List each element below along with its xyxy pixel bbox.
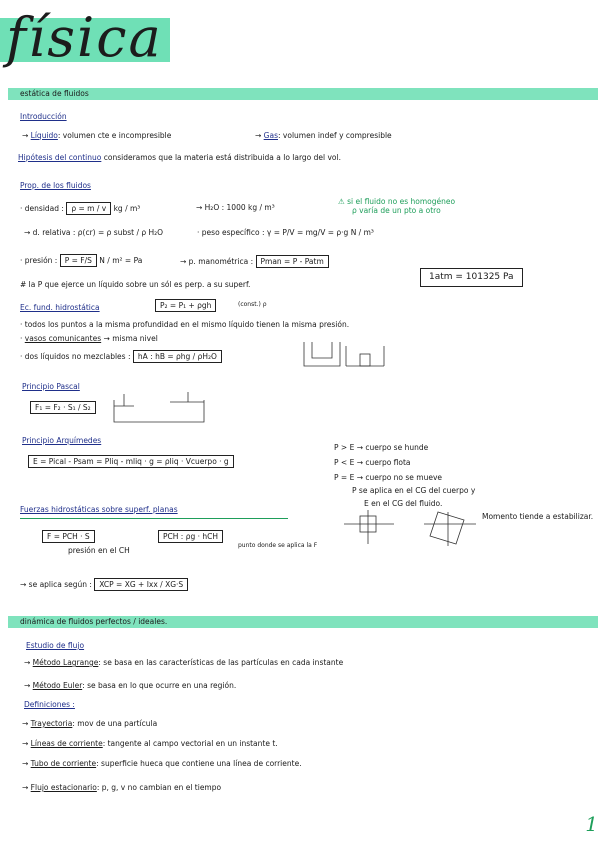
warn-block [338,197,455,216]
intro-gas: → Gas: volumen indef y compresible [255,131,392,140]
peso-label: peso específico : [201,228,265,237]
fuerzas-momento: Momento tiende a estabilizar. [482,512,594,521]
presion-label: presión : [24,256,58,265]
hidro-line1-text: todos los puntos a la misma profundidad en el mismo líquido tienen la misma presión. [24,320,350,329]
peso-unit: N / m³ [350,228,374,237]
tubo-label: Tubo de corriente [30,759,97,768]
hidro-heading: Ec. fund. hidrostática [20,303,100,312]
gas-text: : volumen indef y compresible [278,131,392,140]
presion-row: · presión : P = F/S N / m² = Pa [20,254,142,267]
densidad-unit: kg / m³ [113,204,141,213]
hidro-line1: · todos los puntos a la misma profundidad en el mismo líquido tienen la misma presión. [20,320,350,329]
h2o-row: → H₂O : 1000 kg / m³ [196,203,275,212]
warning-icon: ⚠ [338,197,345,206]
fuerzas-formula2: PCH : ρg · hCH [158,530,223,543]
h2o-label: H₂O : [204,203,225,212]
arq-heading: Principio Arquímedes [22,436,102,445]
fuerzas-heading: Fuerzas hidrostáticas sobre superf. planas [20,505,178,514]
mano-formula: Pman = P - Patm [256,255,329,268]
warn-line2: ρ varía de un pto a otro [352,206,441,216]
lagrange-row: → Método Lagrange: se basa en las características de las partículas en cada instante [24,658,344,667]
arq-cond-3: P = E → cuerpo no se mueve [334,473,443,482]
tubo-row: → Tubo de corriente: superficie hueca que contiene una línea de corriente. [22,759,302,768]
stability-diagram [340,508,480,548]
pascal-formula: F₁ = F₂ · S₁ / S₂ [30,401,96,414]
lineas-row: → Líneas de corriente: tangente al campo vectorial en un instante t. [22,739,278,748]
peso-row: · peso específico : γ = P/V = mg/V = ρ·g N / m³ [197,228,374,237]
arq-cond-5: E en el CG del fluido. [364,499,443,508]
densidad-label: densidad : [24,204,64,213]
presion-unit: N / m² = Pa [99,256,143,265]
tubo-text: : superficie hueca que contiene una línea de corriente. [96,759,302,768]
liquido-label: Líquido [30,131,58,140]
tray-row: → Trayectoria: mov de una partícula [22,719,158,728]
warn-line1: si el fluido no es homogéneo [347,197,456,206]
pascal-heading: Principio Pascal [22,382,80,391]
arq-formula: E = Pical - Psam = Pliq - mliq · g = ρliq · Vcuerpo · g [28,455,234,468]
lineas-text: : tangente al campo vectorial en un instante t. [102,739,278,748]
aplica-row: → se aplica según : XCP = XG + Ixx / XG·S [20,578,188,591]
liquido-text: : volumen cte e incompresible [57,131,172,140]
section-dinamica: dinámica de fluidos perfectos / ideales. [20,617,168,626]
fuerzas-note2: punto donde se aplica la F [238,542,318,549]
fuerzas-formula: F = PCH · S [42,530,95,543]
euler-text: : se basa en lo que ocurre en una región. [82,681,237,690]
mano-label: p. manométrica : [188,257,254,266]
hidro-line3-a: dos líquidos no mezclables : [24,352,131,361]
euler-row: → Método Euler: se basa en lo que ocurre en una región. [24,681,237,690]
atm-box: 1atm = 101325 Pa [420,268,523,287]
hidro-line2-a: vasos comunicantes [24,334,102,343]
hidro-line3: · dos líquidos no mezclables : hA : hB = ρhg / ρH₂O [20,350,222,363]
arq-cond-1: P > E → cuerpo se hunde [334,443,429,452]
densidad-row: · densidad : ρ = m / v kg / m³ [20,202,140,215]
h2o-value: 1000 kg / m³ [226,203,275,212]
fuerzas-underline [20,518,288,519]
prop-note: # la P que ejerce un líquido sobre un sól es perp. a su superf. [20,280,251,289]
flujo-est-text: : p, g, v no cambian en el tiempo [96,783,222,792]
densidad-formula: ρ = m / v [66,202,111,215]
page-title: física [6,6,163,69]
aplica-formula: XCP = XG + Ixx / XG·S [94,578,188,591]
relativa-label: d. relativa : [32,228,76,237]
prop-heading: Prop. de los fluidos [20,181,91,190]
peso-formula: γ = P/V = mg/V = ρ·g [266,228,349,237]
flujo-heading: Estudio de flujo [26,641,85,650]
intro-heading: Introducción [20,112,67,121]
hidro-formula: P₂ = P₁ + ρgh [155,299,216,312]
presion-formula: P = F/S [60,254,97,267]
flujo-row: → Flujo estacionario: p, g, v no cambian en el tiempo [22,783,222,792]
euler-label: Método Euler [32,681,83,690]
u-tube-diagram [300,340,390,372]
arq-cond-2: P < E → cuerpo flota [334,458,411,467]
hidro-tail: (const.) ρ [238,301,267,308]
gas-label: Gas [263,131,278,140]
relativa-row: → d. relativa : ρ(cr) = ρ subst / ρ H₂O [24,228,164,237]
intro-liquido: → Líquido: volumen cte e incompresible [22,131,172,140]
page-number: 1 [585,812,598,836]
hidro-line2-b: misma nivel [112,334,158,343]
hipotesis-text: consideramos que la materia está distribuida a lo largo del vol. [103,153,341,162]
lagrange-label: Método Lagrange [32,658,99,667]
relativa-formula: ρ(cr) = ρ subst / ρ H₂O [77,228,164,237]
fuerzas-note1: presión en el CH [68,546,130,555]
section-bar-estatica [8,88,598,100]
tray-label: Trayectoria [30,719,73,728]
aplica-label: se aplica según : [28,580,92,589]
hipotesis-label: Hipótesis del continuo [18,153,102,162]
tray-text: : mov de una partícula [72,719,158,728]
lineas-label: Líneas de corriente [30,739,103,748]
hidro-line3-formula: hA : hB = ρhg / ρH₂O [133,350,222,363]
lagrange-text: : se basa en las características de las partículas en cada instante [98,658,344,667]
pascal-diagram [110,392,210,426]
hipotesis [18,153,341,162]
arq-cond-4: P se aplica en el CG del cuerpo y [352,486,476,495]
hidro-line2: · vasos comunicantes → misma nivel [20,334,158,343]
section-estatica: estática de fluidos [20,89,89,98]
flujo-est-label: Flujo estacionario [30,783,97,792]
mano-row: → p. manométrica : Pman = P - Patm [180,255,329,268]
defs-heading: Definiciones : [24,700,75,709]
